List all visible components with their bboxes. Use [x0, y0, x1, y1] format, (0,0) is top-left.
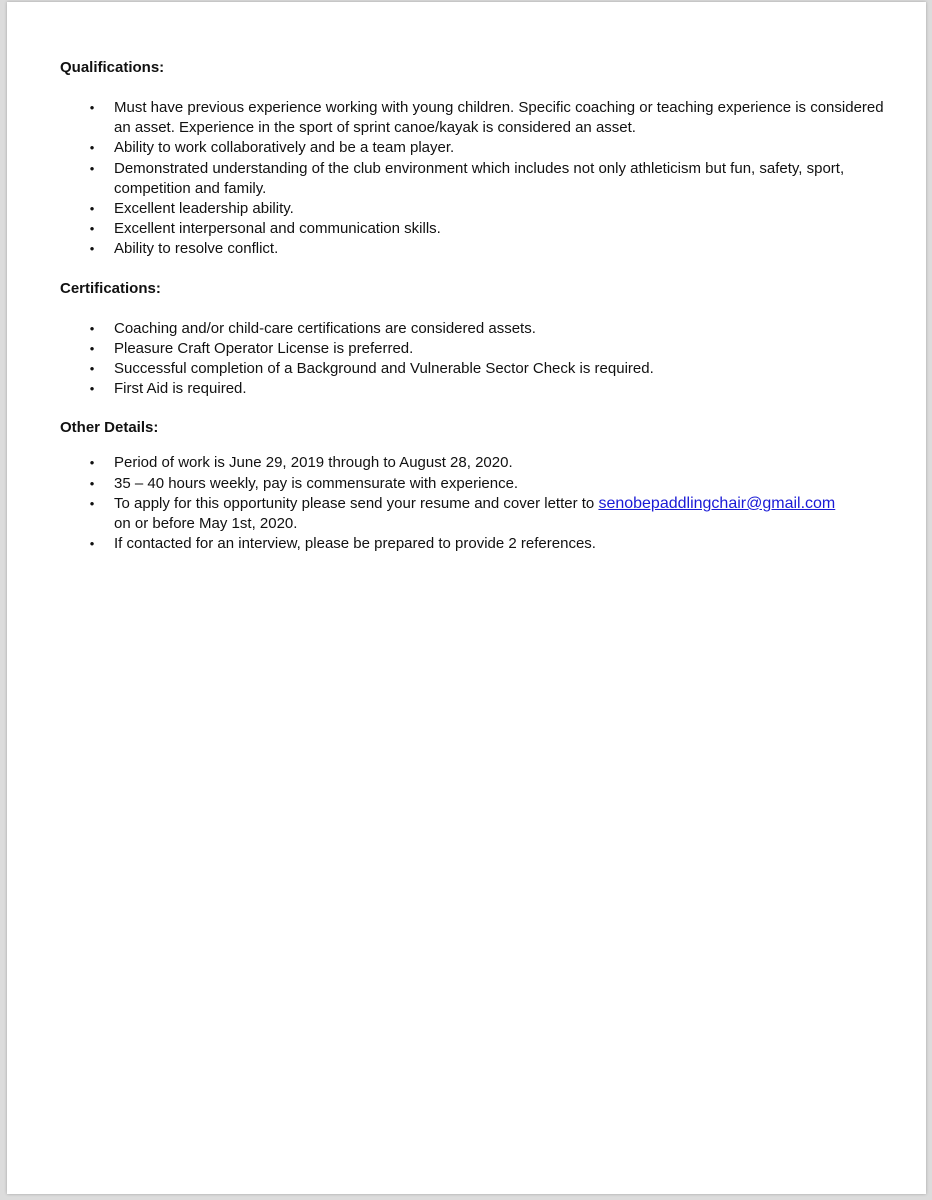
qualifications-list	[60, 98, 890, 260]
document-page	[7, 2, 926, 1194]
bullet-icon: •	[89, 160, 95, 176]
bullet-icon: •	[89, 320, 95, 336]
apply-text-after: on or before May 1st, 2020.	[114, 515, 298, 533]
detail-text: 35 – 40 hours weekly, pay is commensurate with experience.	[114, 474, 519, 492]
list-item	[60, 319, 890, 339]
certification-text: Coaching and/or child-care certifications are considered assets.	[114, 319, 536, 337]
qualification-text: Ability to resolve conflict.	[114, 240, 279, 258]
apply-text-before: To apply for this opportunity please send your resume and cover letter to	[114, 494, 599, 512]
detail-text: Period of work is June 29, 2019 through to August 28, 2020.	[114, 454, 513, 472]
list-item	[60, 534, 890, 554]
bullet-icon: •	[89, 495, 95, 511]
certification-text: Pleasure Craft Operator License is preferred.	[114, 339, 414, 357]
detail-text: If contacted for an interview, please be prepared to provide 2 references.	[114, 535, 596, 553]
list-item	[60, 494, 890, 534]
bullet-icon: •	[89, 455, 95, 471]
qualification-text: Excellent leadership ability.	[114, 200, 294, 218]
qualifications-heading: Qualifications:	[60, 59, 165, 76]
qualification-text: Must have previous experience working with young children. Specific coaching or teaching experience is considered an asset. Experience in the sport of sprint canoe/kayak is considered an asset.	[114, 99, 884, 137]
bullet-icon: •	[89, 241, 95, 257]
qualification-text: Demonstrated understanding of the club environment which includes not only athleticism but fun, safety, sport, competition and family.	[114, 159, 845, 197]
list-item	[60, 359, 890, 379]
bullet-icon: •	[89, 221, 95, 237]
qualification-text: Excellent interpersonal and communication skills.	[114, 220, 441, 238]
qualification-text: Ability to work collaboratively and be a team player.	[114, 139, 455, 157]
other-details-list	[60, 453, 890, 554]
bullet-icon: •	[89, 140, 95, 156]
list-item	[60, 474, 890, 494]
certifications-heading: Certifications:	[60, 279, 161, 297]
bullet-icon: •	[89, 361, 95, 377]
other-details-heading: Other Details:	[60, 419, 159, 437]
list-item	[60, 239, 890, 259]
list-item	[60, 453, 890, 473]
list-item	[60, 98, 890, 138]
document-content	[60, 58, 890, 554]
certification-text: Successful completion of a Background and Vulnerable Sector Check is required.	[114, 360, 654, 378]
bullet-icon: •	[89, 475, 95, 491]
list-item	[60, 339, 890, 359]
list-item	[60, 219, 890, 239]
list-item	[60, 379, 890, 399]
list-item	[60, 138, 890, 158]
list-item	[60, 199, 890, 219]
certification-text: First Aid is required.	[114, 380, 247, 398]
bullet-icon: •	[89, 381, 95, 397]
certifications-list	[60, 319, 890, 400]
bullet-icon: •	[89, 201, 95, 217]
bullet-icon: •	[89, 100, 95, 115]
bullet-icon: •	[89, 340, 95, 356]
email-link[interactable]: senobepaddlingchair@gmail.com	[598, 494, 836, 512]
bullet-icon: •	[89, 536, 95, 552]
list-item	[60, 159, 890, 199]
